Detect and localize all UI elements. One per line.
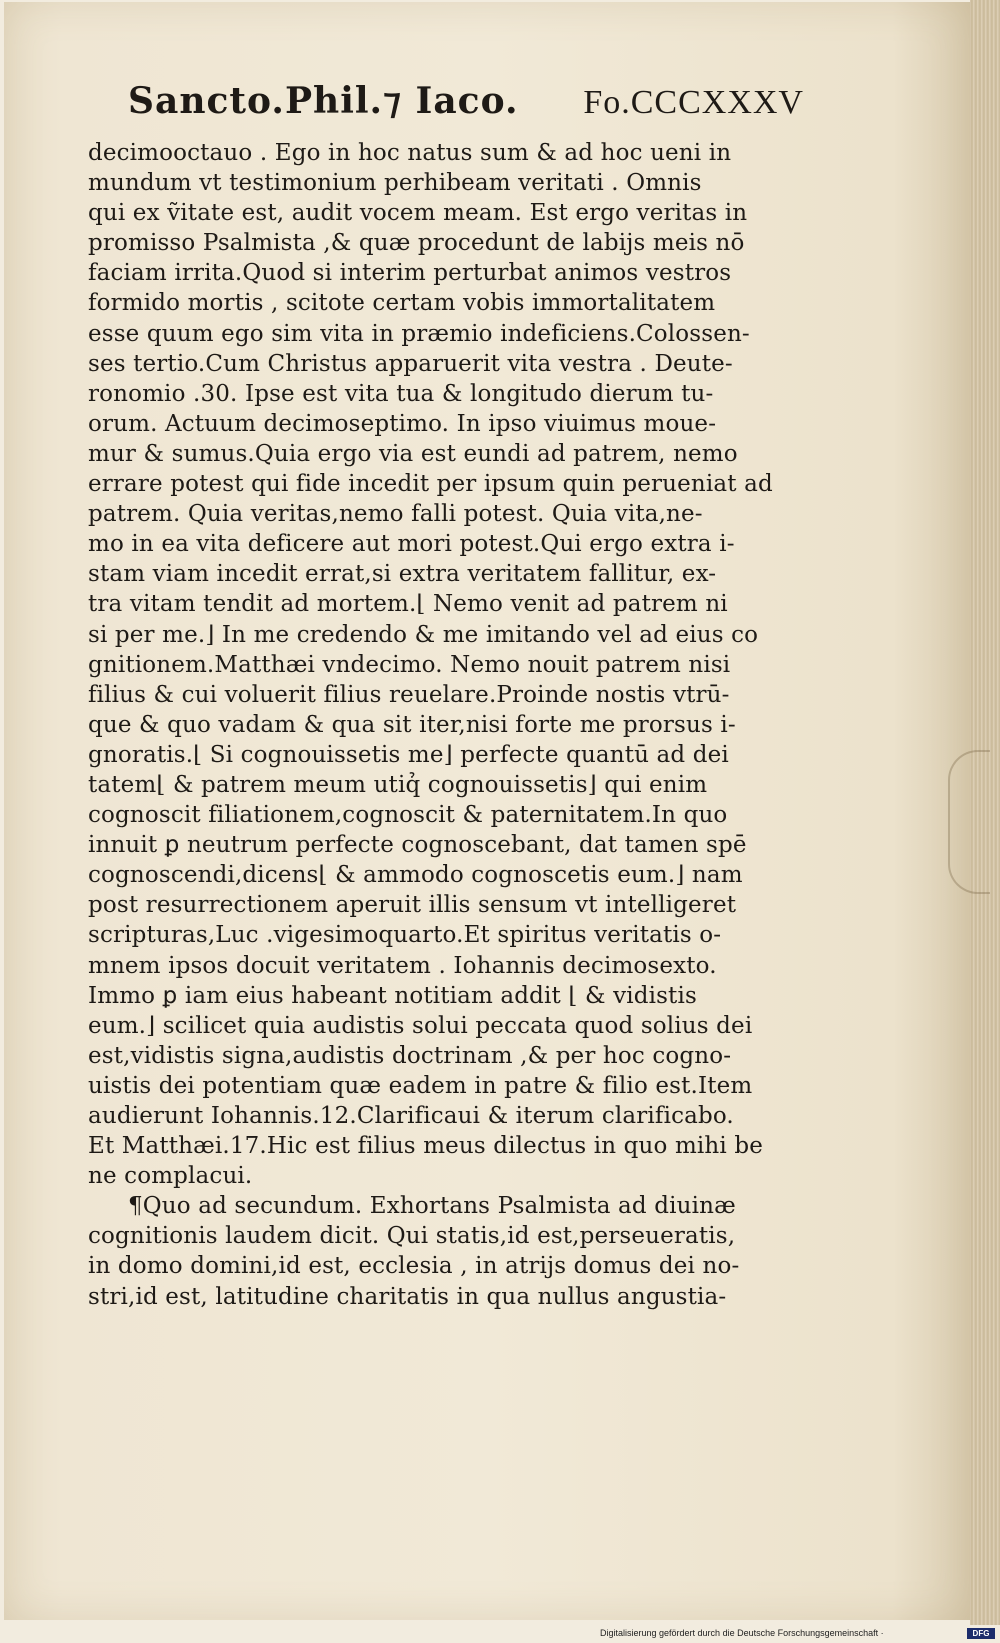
binding-clasp-mark [948, 750, 990, 894]
text-line: post resurrectionem aperuit illis sensum vt intelligeret [88, 892, 737, 919]
text-line: decimooctauo . Ego in hoc natus sum & ad hoc ueni in [88, 140, 732, 166]
text-line: patrem. Quia veritas,nemo falli potest. Quia vita,ne- [88, 501, 703, 528]
text-line: stam viam incedit errat,si extra veritatem fallitur, ex- [88, 561, 717, 588]
text-line-paragraph-start: ¶Quo ad secundum. Exhortans Psalmista ad diuinæ [128, 1193, 736, 1220]
text-line: eum.⌋ scilicet quia audistis solui peccata quod solius dei [88, 1012, 753, 1039]
text-line: mo in ea vita deficere aut mori potest.Qui ergo extra i- [88, 531, 735, 558]
running-title: Sancto.Phil.⁊ Iaco. [128, 80, 519, 122]
text-line: ses tertio.Cum Christus apparuerit vita vestra . Deute- [88, 350, 733, 377]
text-line: mnem ipsos docuit veritatem . Iohannis decimosexto. [88, 952, 717, 979]
text-line: cognoscit filiationem,cognoscit & paternitatem.In quo [88, 802, 728, 829]
text-line: cognitionis laudem dicit. Qui statis,id est,perseueratis, [88, 1223, 736, 1250]
text-line: gnitionem.Matthæi vndecimo. Nemo nouit patrem nisi [88, 651, 731, 678]
text-line: promisso Psalmista ,& quæ procedunt de labijs meis nō [88, 230, 745, 257]
text-block [88, 80, 808, 1312]
text-line: ronomio .30. Ipse est vita tua & longitudo dierum tu- [88, 380, 714, 407]
text-line: cognoscendi,dicens⌊ & ammodo cognoscetis eum.⌋ nam [88, 862, 743, 889]
running-head [88, 80, 808, 138]
text-line: scripturas,Luc .vigesimoquarto.Et spiritus veritatis o- [88, 922, 722, 949]
text-line: faciam irrita.Quod si interim perturbat animos vestros [88, 260, 732, 287]
text-line: mundum vt testimonium perhibeam veritati . Omnis [88, 170, 702, 197]
digitization-credit: Digitalisierung gefördert durch die Deutsche Forschungsgemeinschaft · [600, 1628, 884, 1638]
text-line: mur & sumus.Quia ergo via est eundi ad patrem, nemo [88, 440, 738, 467]
text-line: ne complacui. [88, 1163, 253, 1190]
text-line: formido mortis , scitote certam vobis immortalitatem [88, 290, 716, 317]
text-line: gnoratis.⌊ Si cognouissetis me⌋ perfecte quantū ad dei [88, 741, 729, 768]
text-line: Immo ꝑ iam eius habeant notitiam addit ⌊ & vidistis [88, 982, 697, 1009]
text-line: esse quum ego sim vita in præmio indeficiens.Colossen- [88, 320, 750, 347]
text-line: innuit ꝑ neutrum perfecte cognoscebant, dat tamen spē [88, 832, 747, 859]
text-line: que & quo vadam & qua sit iter,nisi forte me prorsus i- [88, 711, 736, 738]
text-line: uistis dei potentiam quæ eadem in patre & filio est.Item [88, 1072, 753, 1099]
body-text [88, 138, 808, 1312]
text-line: si per me.⌋ In me credendo & me imitando vel ad eius co [88, 621, 759, 648]
text-line: filius & cui voluerit filius reuelare.Proinde nostis vtrū- [88, 681, 730, 708]
text-line: est,vidistis signa,audistis doctrinam ,& per hoc cogno- [88, 1042, 732, 1069]
text-line: audierunt Iohannis.12.Clarificaui & iterum clarificabo. [88, 1103, 734, 1129]
text-line: tra vitam tendit ad mortem.⌊ Nemo venit ad patrem ni [88, 591, 728, 618]
text-line: errare potest qui fide incedit per ipsum quin perueniat ad [88, 471, 773, 498]
text-line: stri,id est, latitudine charitatis in qua nullus angustia- [88, 1283, 727, 1310]
text-line: tatem⌊ & patrem meum utiq̉ cognouissetis⌋ qui enim [88, 771, 708, 798]
text-line: in domo domini,id est, ecclesia , in atrijs domus dei no- [88, 1253, 740, 1280]
text-line: Et Matthæi.17.Hic est filius meus dilectus in quo mihi be [88, 1133, 763, 1160]
text-line: orum. Actuum decimoseptimo. In ipso viuimus moue- [88, 410, 717, 437]
folio-number: Fo.CCCXXXV [583, 84, 804, 121]
dfg-logo: DFG [967, 1628, 995, 1639]
text-line: qui ex ṽitate est, audit vocem meam. Est ergo veritas in [88, 200, 748, 227]
